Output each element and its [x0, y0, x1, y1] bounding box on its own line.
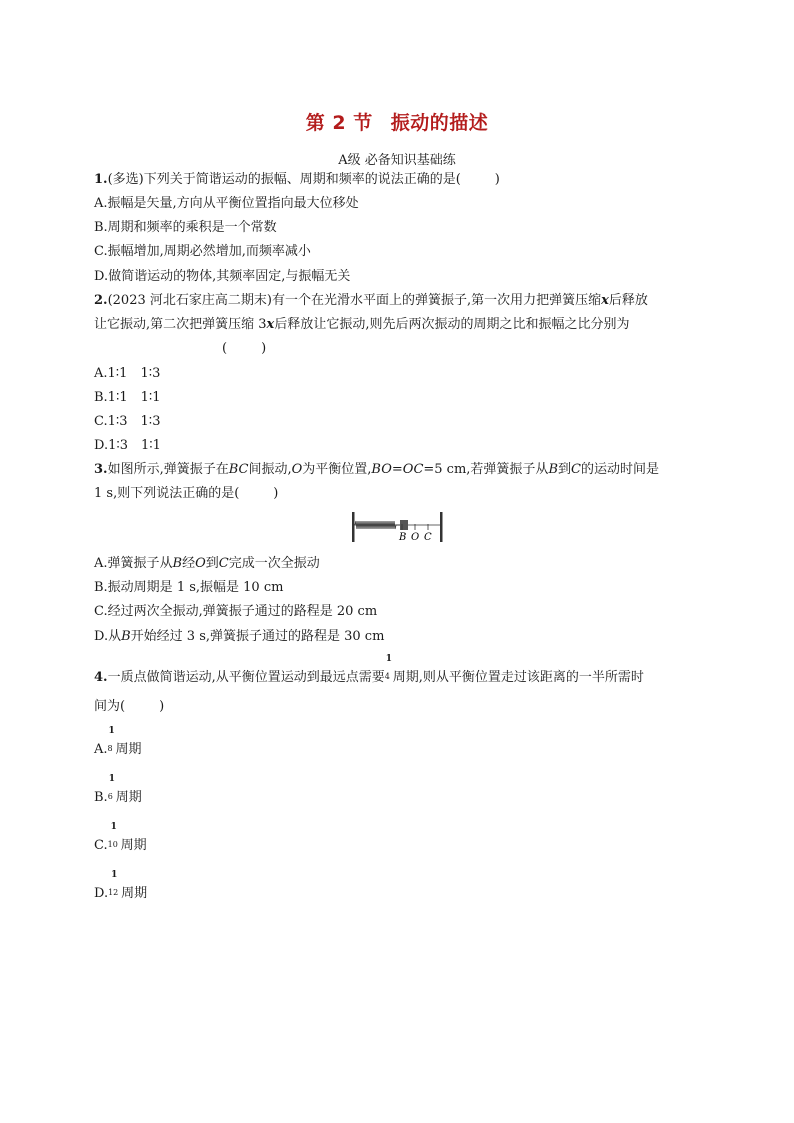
question-2-answer-paren: ( ): [222, 341, 267, 356]
question-3-option-d: D.从B开始经过 3 s,弹簧振子通过的路程是 30 cm: [94, 629, 385, 644]
fraction-option-c: 1 10: [107, 822, 118, 849]
fraction-option-b: 1 6: [107, 774, 115, 801]
label-b: B: [399, 532, 407, 543]
fraction-option-d: 1 12: [108, 870, 119, 897]
section-name: 振动的描述: [390, 112, 489, 134]
question-1-text: (多选)下列关于简谐运动的振幅、周期和频率的说法正确的是(: [107, 172, 461, 187]
question-3-stem-line1: 3.如图所示,弹簧振子在BC间振动,O为平衡位置,BO=OC=5 cm,若弹簧振子从B到C的运动时间是: [94, 462, 659, 477]
question-4-stem-line2: 间为( ): [94, 699, 165, 714]
question-2-option-b: B.1∶1 1∶1: [94, 390, 161, 405]
question-2-option-c: C.1∶3 1∶3: [94, 414, 161, 429]
question-1-number: 1.: [94, 172, 108, 187]
spring: [355, 521, 400, 529]
question-1-option-c: C.振幅增加,周期必然增加,而频率减小: [94, 244, 311, 259]
section-number: 第 2 节: [305, 112, 373, 134]
question-2-stem-line2: 让它振动,第二次把弹簧压缩 3x后释放让它振动,则先后两次振动的周期之比和振幅之比分别为: [94, 317, 630, 332]
question-4-option-d: D. 1 12 周期: [94, 870, 148, 901]
fraction-one-quarter: 1 4: [384, 654, 392, 681]
question-2-stem-line1: 2.(2023 河北石家庄高二期末)有一个在光滑水平面上的弹簧振子,第一次用力把弹簧压缩x后释放: [94, 293, 648, 308]
question-2-number: 2.: [94, 293, 108, 308]
question-3-stem-line2: 1 s,则下列说法正确的是( ): [94, 486, 279, 501]
fraction-option-a: 1 8: [107, 726, 115, 753]
question-4-option-a: A. 1 8 周期: [94, 726, 142, 757]
spring-oscillator-figure: [350, 510, 445, 544]
question-4-option-c: C. 1 10 周期: [94, 822, 147, 853]
question-1-stem: 1.(多选)下列关于简谐运动的振幅、周期和频率的说法正确的是( ): [94, 172, 500, 187]
level-heading: A级 必备知识基础练: [338, 153, 456, 168]
question-4-option-b: B. 1 6 周期: [94, 774, 142, 805]
oscillator-block: [400, 520, 408, 530]
question-3-option-c: C.经过两次全振动,弹簧振子通过的路程是 20 cm: [94, 604, 378, 619]
question-2-option-a: A.1∶1 1∶3: [94, 366, 161, 381]
section-title: [0, 108, 794, 135]
question-4-stem-line1: 4.一质点做简谐运动,从平衡位置运动到最远点需要 1 4 周期,则从平衡位置走过该距离的一半所需时: [94, 654, 644, 685]
question-1-option-d: D.做简谐运动的物体,其频率固定,与振幅无关: [94, 269, 351, 284]
label-o: O: [411, 532, 420, 543]
question-1-option-a: A.振幅是矢量,方向从平衡位置指向最大位移处: [94, 196, 359, 211]
question-4-number: 4.: [94, 670, 108, 685]
question-2-option-d: D.1∶3 1∶1: [94, 438, 161, 453]
right-wall: [440, 512, 443, 542]
question-3-option-b: B.振动周期是 1 s,振幅是 10 cm: [94, 580, 284, 595]
question-3-option-a: A.弹簧振子从B经O到C完成一次全振动: [94, 556, 320, 571]
question-1-option-b: B.周期和频率的乘积是一个常数: [94, 220, 277, 235]
label-c: C: [424, 532, 432, 543]
left-wall: [352, 512, 355, 542]
question-3-number: 3.: [94, 462, 108, 477]
